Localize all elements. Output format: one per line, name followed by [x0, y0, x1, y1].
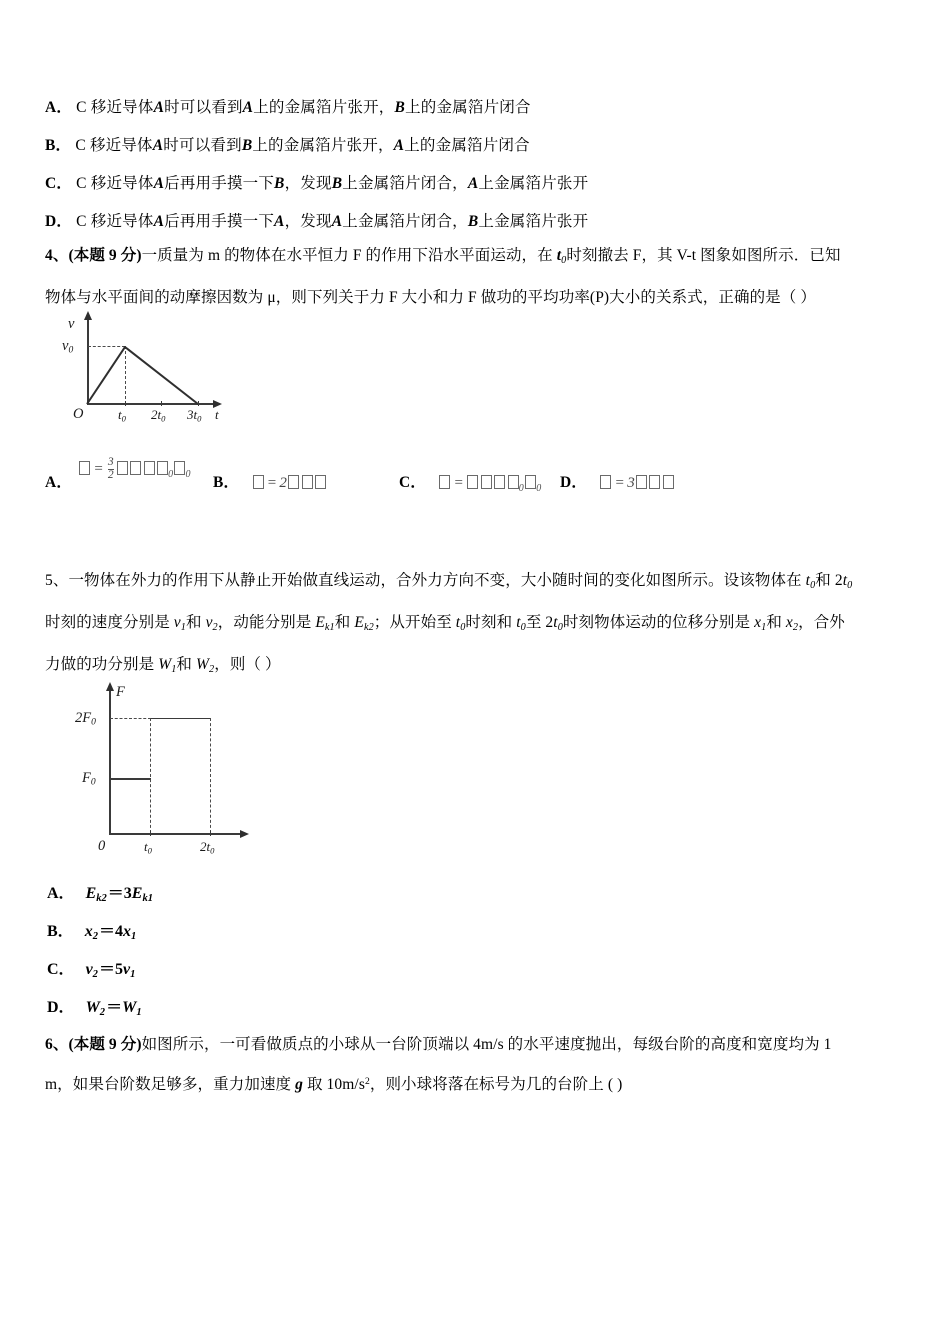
q3-option-b-text-1: C 移近导体: [75, 137, 153, 154]
vt-x-tick-label-t0: $t_0$: [118, 407, 126, 424]
q3-option-c-var-2: B: [274, 175, 285, 192]
q5-option-b-expression: $x_2=4x_1$: [84, 923, 137, 942]
q3-option-c-text-5: 上金属箔片张开: [478, 175, 589, 192]
vt-dashed-t0-guide: [125, 346, 126, 404]
question-6-number: 6、: [45, 1036, 69, 1053]
tofu-glyph: [174, 461, 185, 475]
question-5-stem: [45, 562, 907, 688]
vt-tick-3t0: [198, 401, 199, 406]
question-6-line1: 如图所示，一可看做质点的小球从一台阶顶端以 4m/s 的水平速度抛出，每级台阶的高度和宽度均为 1: [141, 1036, 832, 1053]
tofu-glyph: [144, 461, 155, 475]
question-5-line1a: 一物体在外力的作用下从静止开始做直线运动，合外力方向不变，大小随时间的变化如图所示。设该物体在: [68, 572, 806, 589]
q3-option-d-label: D．: [45, 213, 73, 230]
q4-option-d-label: D．: [560, 474, 588, 491]
tofu-glyph: [636, 475, 647, 489]
q3-option-d-text-1: C 移近导体: [76, 213, 154, 230]
q3-option-d-text-5: 上金属箔片张开: [478, 213, 589, 230]
q5-option-d-expression: $W_2=W_1$: [85, 999, 142, 1018]
q4-option-a-expression: = $\frac{3}{2}$ 0 0: [78, 457, 190, 481]
q3-option-a-label: A．: [45, 99, 73, 116]
q4-option-b-label: B．: [213, 474, 240, 491]
q3-option-c-text-2: 后再用手摸一下: [164, 175, 275, 192]
vt-x-axis-label: t: [215, 407, 219, 422]
q5-t0-a: t: [805, 572, 811, 589]
ft-y-axis: [109, 690, 111, 834]
vt-y-axis-label: v: [68, 316, 75, 332]
q4-option-d: [560, 474, 675, 493]
question-4-stem-line-2: 物体与水平面间的动摩擦因数为 μ，则下列关于力 F 大小和力 F 做功的平均功率(P)大小的关系式，正确的是（ ）: [45, 288, 816, 306]
question-6-stem: [45, 1026, 907, 1103]
force-time-graph: [34, 672, 254, 862]
tofu-glyph: [157, 461, 168, 475]
q3-option-a-text-4: 上的金属箔片闭合: [405, 99, 531, 116]
question-5-number: 5、: [45, 572, 69, 589]
question-5-stem-line-2: 时刻的速度分别是 $v_1$和 $v_2$，动能分别是 $E_{k1}$和 $E_{k2}$；从开始至 $t_0$时刻和 $t_0$至 $2t_0$时刻物体运动的位移分别是 $x_1$和 $x_2$，合外: [45, 613, 845, 633]
ft-dashed-2F0-guide: [110, 718, 151, 719]
question-6-stem-line-1: [45, 1026, 907, 1063]
ft-tick-2t0: [210, 831, 211, 836]
q3-option-a-text-3: 上的金属箔片张开，: [253, 99, 395, 116]
ft-x-tick-label-2t0: $2t_0$: [200, 839, 215, 856]
q3-option-d-text-2: 后再用手摸一下: [164, 213, 275, 230]
ft-y-axis-arrow-icon: [106, 682, 114, 691]
q3-option-b-text-3: 上的金属箔片张开，: [252, 137, 394, 154]
tofu-glyph: [130, 461, 141, 475]
q4-option-a-label: A．: [45, 474, 73, 491]
tofu-glyph: [481, 475, 492, 489]
ft-origin-label: 0: [98, 838, 106, 854]
vt-tick-2t0: [161, 401, 162, 406]
q3-option-a-text-2: 时可以看到: [164, 99, 243, 116]
question-4-stem: [45, 237, 907, 316]
ft-x-tick-label-t0: $t_0$: [144, 839, 152, 856]
vt-y-axis: [87, 319, 89, 404]
q3-option-d-var-4: B: [467, 213, 479, 230]
q4-option-d-expression: = 3: [599, 474, 675, 492]
tofu-glyph: [79, 461, 90, 475]
vt-y-axis-arrow-icon: [84, 311, 92, 320]
question-4-t0-var: t: [556, 247, 562, 264]
ft-y-tick-label-F0: $F_0$: [82, 770, 96, 788]
ft-x-axis-arrow-icon: [240, 830, 249, 838]
ft-dashed-2t0-guide: [210, 718, 211, 833]
q5-option-c-expression: $v_2=5v_1$: [85, 961, 136, 980]
vt-origin-label: O: [73, 406, 84, 422]
q3-option-a-var-1: A: [153, 99, 165, 116]
q4-option-b-expression: = 2: [251, 474, 327, 492]
tofu-glyph: [439, 475, 450, 489]
tofu-glyph: [253, 475, 264, 489]
q5-option-c-label: C．: [47, 961, 75, 978]
q4-option-b: [213, 474, 327, 493]
ft-solid-level-F0: [110, 778, 151, 780]
q3-option-c: [45, 175, 588, 194]
q5-option-a-label: A．: [47, 885, 75, 902]
q3-option-c-text-4: 上金属箔片闭合，: [342, 175, 468, 192]
q3-option-b-text-2: 时可以看到: [163, 137, 242, 154]
tofu-glyph: [508, 475, 519, 489]
question-4-stem-line-1: [45, 237, 907, 279]
q3-option-d-text-3: ，发现: [284, 213, 332, 230]
q5-option-b-label: B．: [47, 923, 74, 940]
question-4-t0-sub: 0: [561, 254, 567, 266]
ft-y-axis-label: F: [116, 684, 125, 700]
q3-option-c-text-1: C 移近导体: [76, 175, 154, 192]
q5-option-a-expression: $E_{k2}=3E_{k1}$: [85, 885, 154, 904]
tofu-glyph: [600, 475, 611, 489]
q3-option-b-var-3: A: [393, 137, 405, 154]
q3-option-b-var-2: B: [241, 137, 253, 154]
q3-option-c-label: C．: [45, 175, 73, 192]
vt-rising-segment: [86, 346, 126, 404]
question-6-stem-line-2: m，如果台阶数足够多，重力加速度 g 取 $10m/s^2$，则小球将落在标号为几的台阶上 ( ): [45, 1075, 623, 1093]
tofu-glyph: [302, 475, 313, 489]
tofu-glyph: [288, 475, 299, 489]
q3-option-d-text-4: 上金属箔片闭合，: [342, 213, 468, 230]
q3-option-b-text-4: 上的金属箔片闭合: [404, 137, 530, 154]
tofu-glyph: [663, 475, 674, 489]
q5-t0-b: t: [842, 572, 848, 589]
ft-tick-t0: [150, 831, 151, 836]
q5-line1b: 和 2: [815, 572, 843, 589]
vt-x-tick-label-2t0: $2t_0$: [151, 407, 166, 424]
question-6-g-var: g: [295, 1075, 303, 1093]
tofu-glyph: [525, 475, 536, 489]
vt-falling-segment: [124, 346, 198, 405]
tofu-glyph: [117, 461, 128, 475]
q3-option-d-var-1: A: [153, 213, 165, 230]
q5-option-d: [47, 994, 142, 1018]
q3-option-d-var-3: A: [331, 213, 343, 230]
ft-x-axis: [109, 833, 242, 835]
vt-dashed-v0-guide: [88, 346, 125, 347]
question-5-stem-line-3: 力做的功分别是 $W_1$和 $W_2$，则（ ）: [45, 655, 281, 675]
q5-option-b: [47, 918, 136, 942]
q3-option-d-var-2: A: [274, 213, 285, 230]
tofu-glyph: [494, 475, 505, 489]
q3-option-c-var-4: A: [467, 175, 479, 192]
q4-option-c-label: C．: [399, 474, 427, 491]
tofu-glyph: [315, 475, 326, 489]
vt-tick-t0: [125, 401, 126, 406]
q5-option-d-label: D．: [47, 999, 75, 1016]
question-6-exponent: 2: [364, 1076, 370, 1087]
q4-option-c: [399, 474, 542, 495]
question-4-number: 4、: [45, 247, 69, 264]
vt-x-tick-label-3t0: $3t_0$: [187, 407, 202, 424]
ft-y-tick-label-2F0: $2F_0$: [75, 710, 96, 728]
q3-option-b-var-1: A: [152, 137, 164, 154]
fraction-three-halves: $\frac{3}{2}$: [107, 456, 114, 481]
vt-y-tick-label-v0: $v_0$: [62, 338, 74, 356]
ft-solid-level-2F0: [150, 718, 210, 720]
q3-option-b-label: B．: [45, 137, 72, 154]
question-6-marks: (本题 9 分): [68, 1036, 142, 1053]
q3-option-a-var-2: A: [242, 99, 254, 116]
q3-option-d: [45, 213, 588, 232]
q3-option-c-var-3: B: [331, 175, 343, 192]
tofu-glyph: [467, 475, 478, 489]
q5-option-c: [47, 956, 135, 980]
q3-option-a-text-1: C 移近导体: [76, 99, 154, 116]
q3-option-c-text-3: ，发现: [284, 175, 332, 192]
question-4-marks: (本题 9 分): [68, 247, 142, 264]
q3-option-a-var-3: B: [394, 99, 406, 116]
q3-option-b: [45, 137, 530, 156]
q3-option-c-var-1: A: [153, 175, 165, 192]
question-4-line1b: 时刻撤去 F，其 V-t 图象如图所示．已知: [566, 247, 841, 264]
question-5-stem-line-1: 5、一物体在外力的作用下从静止开始做直线运动，合外力方向不变，大小随时间的变化如图所示。设该物体在 $t_0$和 $2t_0$: [45, 572, 853, 591]
q4-option-a-label-wrap: [45, 474, 72, 493]
tofu-glyph: [649, 475, 660, 489]
ft-dashed-t0-guide: [150, 718, 151, 833]
q5-option-a: [47, 880, 153, 904]
q4-option-c-expression: = 0 0: [438, 474, 541, 495]
question-4-line1a: 一质量为 m 的物体在水平恒力 F 的作用下沿水平面运动，在: [141, 247, 557, 264]
q3-option-a: [45, 99, 531, 118]
velocity-time-graph: [32, 308, 247, 423]
